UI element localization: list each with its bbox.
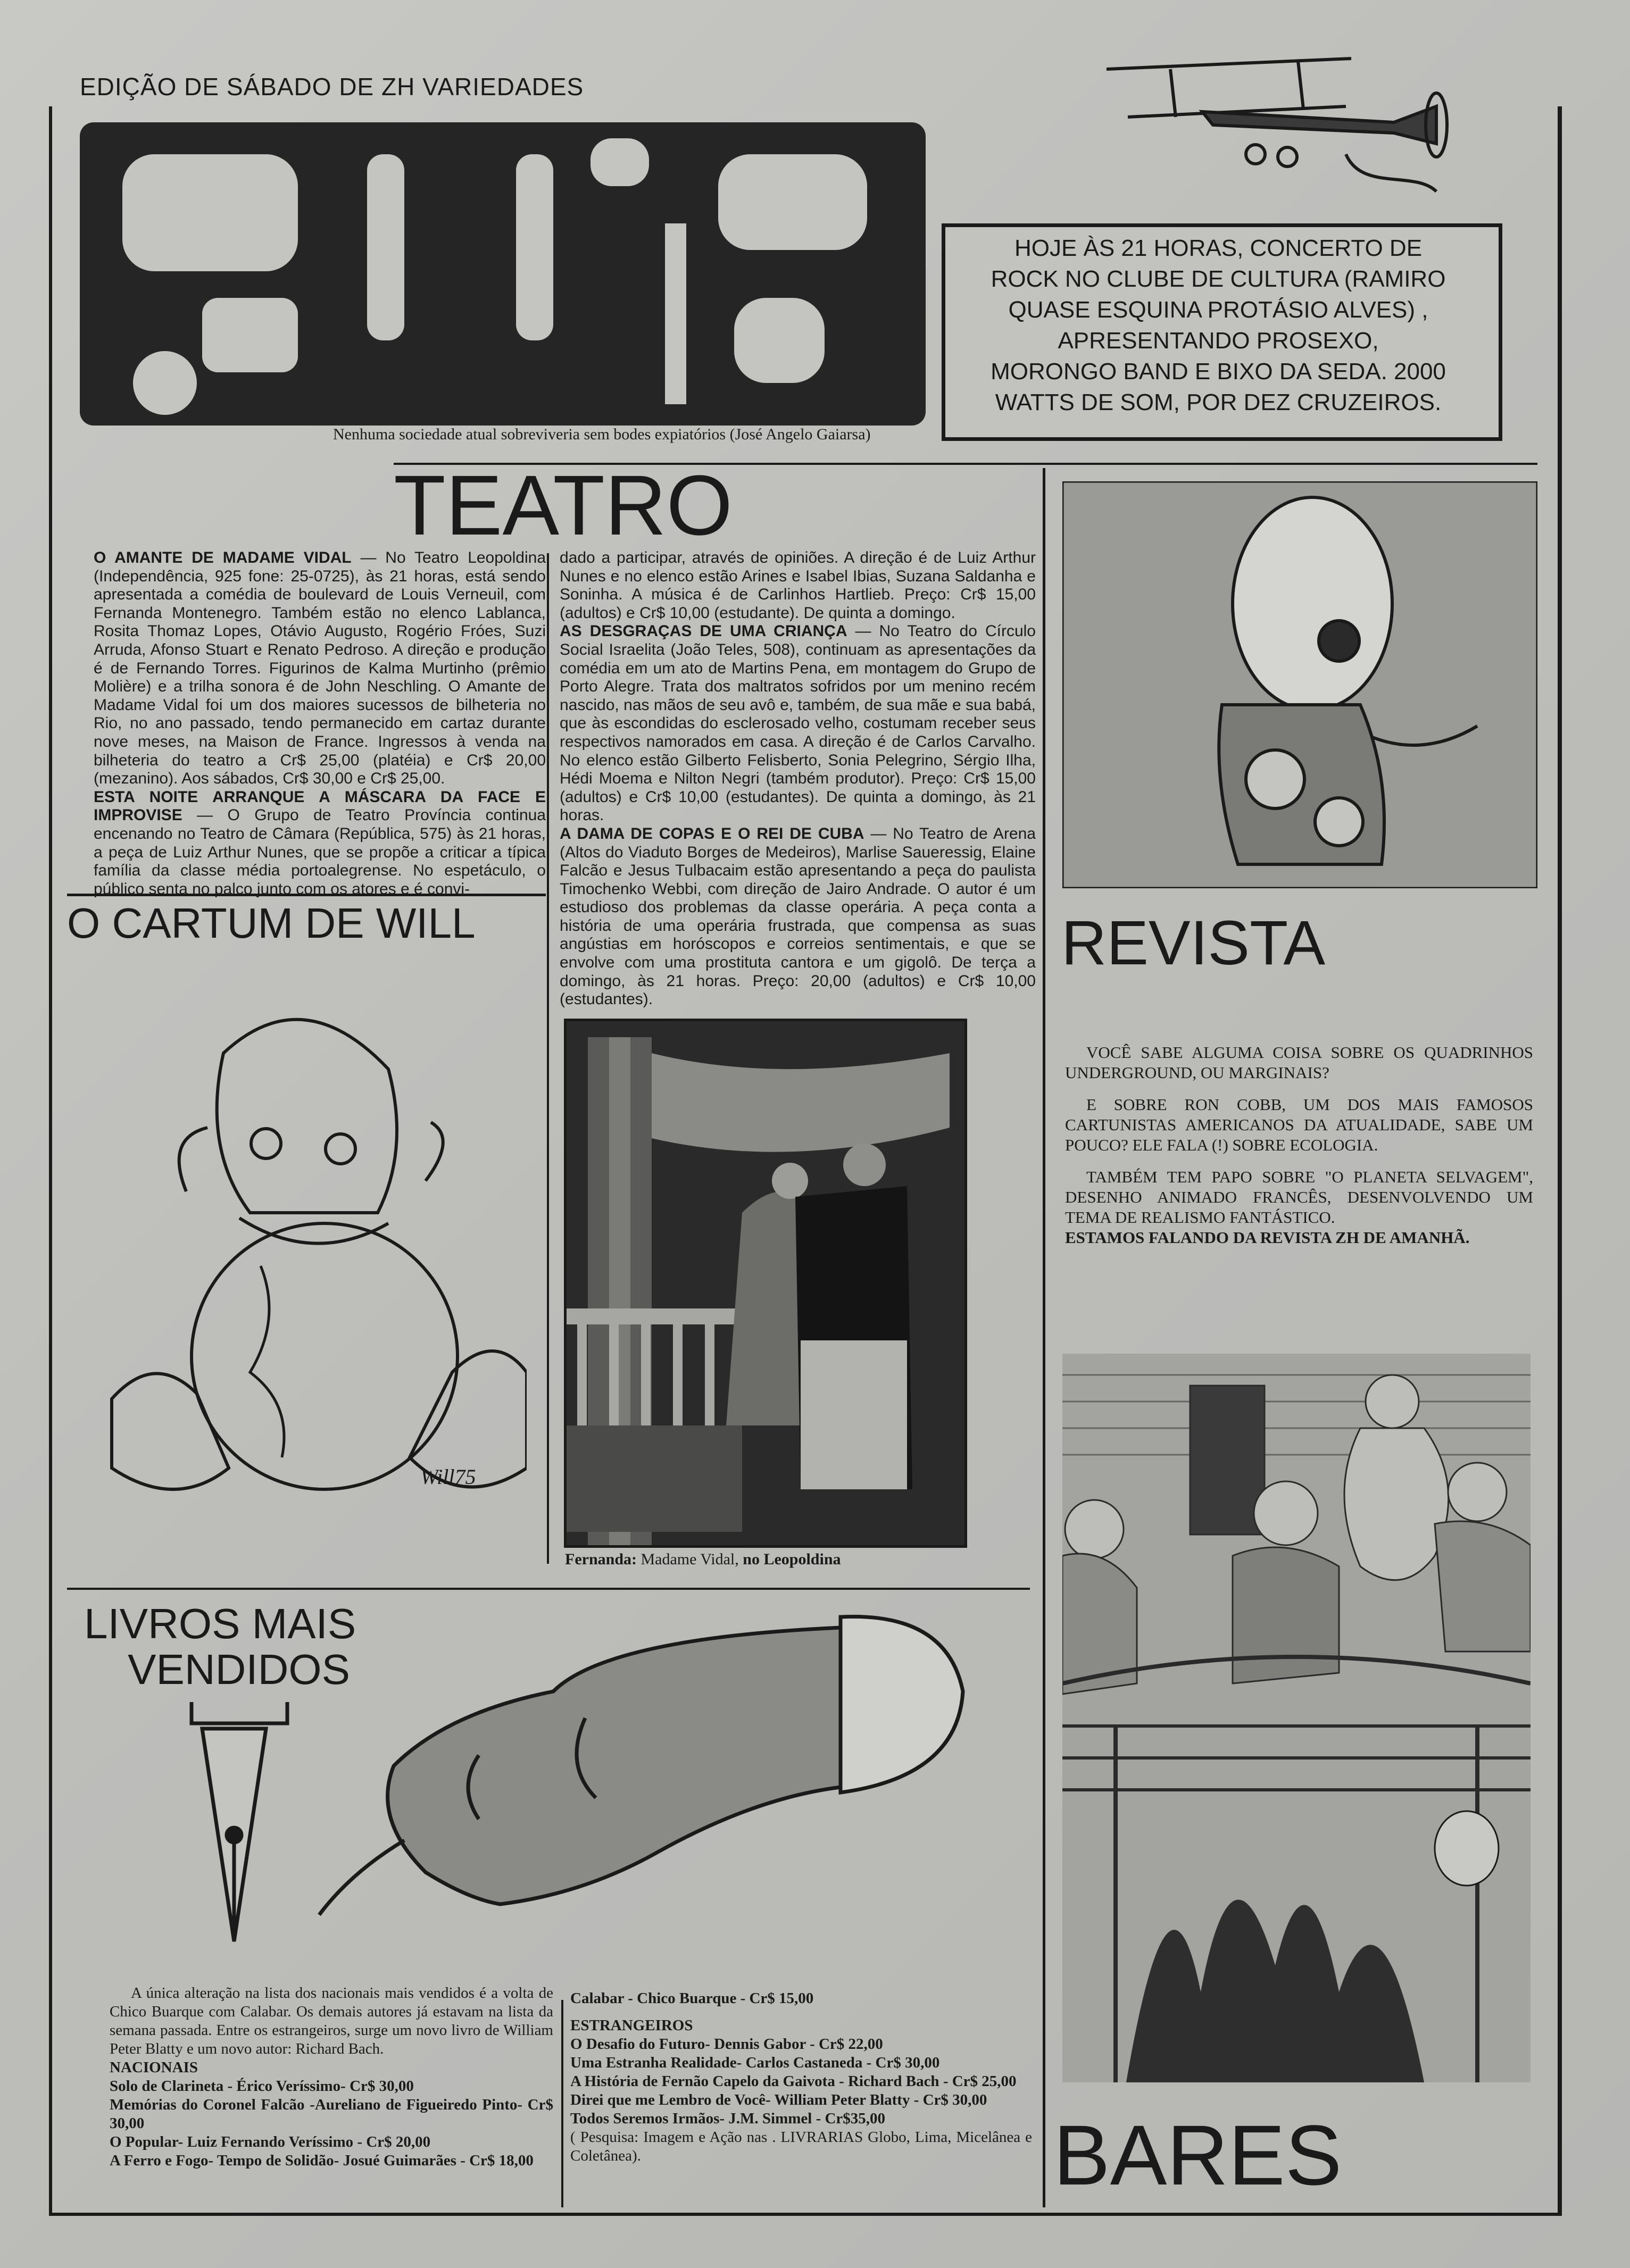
livros-intro: A única alteração na lista dos nacionais mais vendidos é a volta de Chico Buarque com Calabar. Os demais autores já estavam na lista da semana passada. Entre os estrangeiros, surge um novo livro de William Peter Blatty e um novo autor: Richard Bach. <box>110 1984 553 2057</box>
book-item: Solo de Clarineta - Érico Veríssimo- Cr$ 30,00 <box>110 2078 414 2095</box>
promo-line: ROCK NO CLUBE DE CULTURA (RAMIRO <box>991 266 1446 292</box>
revista-text <box>1065 1043 1533 1248</box>
livros-column-1 <box>110 1984 553 2170</box>
teatro-item <box>94 549 546 788</box>
cartum-heading: O CARTUM DE WILL <box>67 899 476 947</box>
promo-line: MORONGO BAND E BIXO DA SEDA. 2000 <box>991 358 1446 385</box>
caption-name: Fernanda: <box>565 1550 637 1568</box>
teatro-item <box>94 788 546 899</box>
theatre-photo <box>564 1019 967 1548</box>
cartoon-signature: Will75 <box>420 1465 476 1489</box>
caption-venue: no Leopoldina <box>743 1550 841 1568</box>
promo-line: APRESENTANDO PROSEXO, <box>1058 328 1379 354</box>
caption-text: Madame Vidal, <box>637 1550 743 1568</box>
promo-line: WATTS DE SOM, POR DEZ CRUZEIROS. <box>995 389 1442 415</box>
item-text: — No Teatro de Arena (Altos do Viaduto Borges de Medeiros), Marlise Saueressig, Elaine Falcão e Jesus Tulbacaim estão apresentando a peça do paulista Timochenko Webbi, com direção de Jairo Andrade. O autor é um estudioso dos problemas da classe operária. A peça conta a história de uma operária frustrada, que compensa as suas angústias em horóscopos e correios sentimentais, e que se envolve com uma prostituta cantora e um gigolô. De terça a domingo, às 21 horas. Preço: 20,00 (adultos) e Cr$ 10,00 (estudantes). <box>560 824 1036 1008</box>
teatro-item <box>560 825 1036 1009</box>
masthead-tagline: Nenhuma sociedade atual sobreviveria sem bodes expiatórios (José Angelo Gaiarsa) <box>333 426 871 443</box>
edition-line: EDIÇÃO DE SÁBADO DE ZH VARIEDADES <box>80 73 584 101</box>
promo-text <box>958 233 1479 418</box>
bares-engraving <box>1062 1354 1531 2082</box>
livros-column-2 <box>570 1989 1032 2165</box>
item-text: — No Teatro do Círculo Social Israelita (João Teles, 508), continuam as apresentações da comédia em um ato de Martins Pena, em montagem do Grupo de Porto Alegre. Trata dos maltratos sofridos por um menino recém nascido, nas mãos de seu avô e, também, de sua mãe e sua babá, que às escondidas do esclerosado velho, costumam receber seus respectivos namorados em casa. A direção é de Carlos Carvalho. No elenco estão Gilberto Felisberto, Sonia Pelegrino, Sérgio Ilha, Hédi Moema e Nilton Negri (também produtor). Preço: Cr$ 15,00 (adultos) e Cr$ 10,00 (estudantes). De quinta a domingo, às 21 horas. <box>560 622 1036 824</box>
column-rule-livros <box>561 2000 563 2207</box>
column-rule-teatro <box>547 553 549 1564</box>
teatro-column-2 <box>560 549 1036 1009</box>
book-item: O Desafio do Futuro- Dennis Gabor - Cr$ 22,00 <box>570 2036 883 2053</box>
revista-heading: REVISTA <box>1061 908 1326 978</box>
teatro-column-1 <box>94 549 546 898</box>
item-title: ESTA NOITE ARRANQUE A MÁSCARA DA FACE E IMPROVISE <box>94 788 546 824</box>
revista-illustration <box>1062 481 1537 888</box>
book-item: Direi que me Lembro de Você- William Peter Blatty - Cr$ 30,00 <box>570 2091 987 2108</box>
logo-word: guia <box>503 294 513 299</box>
teatro-heading: TEATRO <box>394 457 733 553</box>
livros-heading-line: LIVROS MAIS <box>84 1600 356 1647</box>
rule-above-livros <box>67 1588 1030 1590</box>
biplane-illustration <box>1096 32 1458 202</box>
book-item: A História de Fernão Capelo da Gaivota - Richard Bach - Cr$ 25,00 <box>570 2073 1017 2090</box>
item-title: AS DESGRAÇAS DE UMA CRIANÇA <box>560 622 847 640</box>
guia-logo <box>80 106 931 436</box>
item-text: — O Grupo de Teatro Província continua encenando no Teatro de Câmara (República, 575) às 21 horas, a peça de Luiz Arthur Nunes, que se propõe a criticar a típica família da classe média portoalegrense. No espetáculo, o público senta no palco junto com os atores e é convi- <box>94 806 546 898</box>
promo-line: HOJE ÀS 21 HORAS, CONCERTO DE <box>1014 235 1423 261</box>
book-item: Uma Estranha Realidade- Carlos Castaneda - Cr$ 30,00 <box>570 2054 940 2071</box>
revista-closing: ESTAMOS FALANDO DA REVISTA ZH DE AMANHÃ. <box>1065 1228 1470 1247</box>
book-item: Calabar - Chico Buarque - Cr$ 15,00 <box>570 1990 814 2007</box>
column-rule-right <box>1043 468 1045 2207</box>
cartoon-illustration <box>90 989 527 1564</box>
teatro-item <box>560 622 1036 825</box>
teatro-item <box>560 549 1036 622</box>
pen-hand-illustration <box>181 1596 989 1968</box>
book-item: Memórias do Coronel Falcão -Aureliano de Figueiredo Pinto- Cr$ 30,00 <box>110 2096 553 2132</box>
promo-line: QUASE ESQUINA PROTÁSIO ALVES) , <box>1008 297 1428 323</box>
nacionais-label: NACIONAIS <box>110 2059 198 2076</box>
revista-paragraph: E SOBRE RON COBB, UM DOS MAIS FAMOSOS CARTUNISTAS AMERICANOS DA ATUALIDADE, SABE UM POUCO? ELE FALA (!) SOBRE ECOLOGIA. <box>1065 1095 1533 1154</box>
item-text: dado a participar, através de opiniões. A direção é de Luiz Arthur Nunes e no elenco estão Arines e Isabel Ibias, Suzana Saldanha e Soninha. A música é de Carlinhos Hartlieb. Preço: Cr$ 15,00 (adultos) e Cr$ 10,00 (estudante). De quinta a domingo. <box>560 549 1036 622</box>
revista-paragraph: TAMBÉM TEM PAPO SOBRE "O PLANETA SELVAGEM", DESENHO ANIMADO FRANCÊS, DESENVOLVENDO UM TEMA DE REALISMO FANTÁSTICO. <box>1065 1168 1533 1227</box>
item-title: A DAMA DE COPAS E O REI DE CUBA <box>560 824 864 843</box>
livros-source: ( Pesquisa: Imagem e Ação nas . LIVRARIAS Globo, Lima, Micelânea e Coletânea). <box>570 2129 1032 2164</box>
estrangeiros-label: ESTRANGEIROS <box>570 2017 693 2034</box>
book-item: A Ferro e Fogo- Tempo de Solidão- Josué Guimarães - Cr$ 18,00 <box>110 2152 534 2169</box>
book-item: O Popular- Luiz Fernando Veríssimo - Cr$ 20,00 <box>110 2133 431 2150</box>
item-title: O AMANTE DE MADAME VIDAL <box>94 549 352 566</box>
item-text: — No Teatro Leopoldina (Independência, 925 fone: 25-0725), às 21 horas, está sendo apresentada a comédia de boulevard de Louis Verneuil, com Fernanda Montenegro. Também estão no elenco Lablanca, Rosita Thomaz Lopes, Otávio Augusto, Rogério Fróes, Suzi Arruda, Afonso Stuart e Renato Pedroso. A direção e produção é de Fernando Torres. Figurinos de Kalma Murtinho (prêmio Molière) e a trilha sonora é de John Neschling. O Amante de Madame Vidal foi um dos maiores sucessos de bilheteria no Rio, no ano passado, tendo permanecido em cartaz durante nove meses, na Maison de France. Ingressos à venda na bilheteria do teatro a Cr$ 25,00 (platéia) e Cr$ 20,00 (mezanino). Aos sábados, Cr$ 30,00 e Cr$ 25,00. <box>94 549 546 788</box>
theatre-photo-art <box>567 1021 964 1545</box>
photo-caption <box>565 1550 841 1569</box>
livros-heading-line: VENDIDOS <box>128 1646 350 1693</box>
revista-paragraph: VOCÊ SABE ALGUMA COISA SOBRE OS QUADRINHOS UNDERGROUND, OU MARGINAIS? <box>1065 1043 1533 1082</box>
book-item: Todos Seremos Irmãos- J.M. Simmel - Cr$35,00 <box>570 2110 886 2127</box>
bares-heading: BARES <box>1053 2107 1342 2203</box>
